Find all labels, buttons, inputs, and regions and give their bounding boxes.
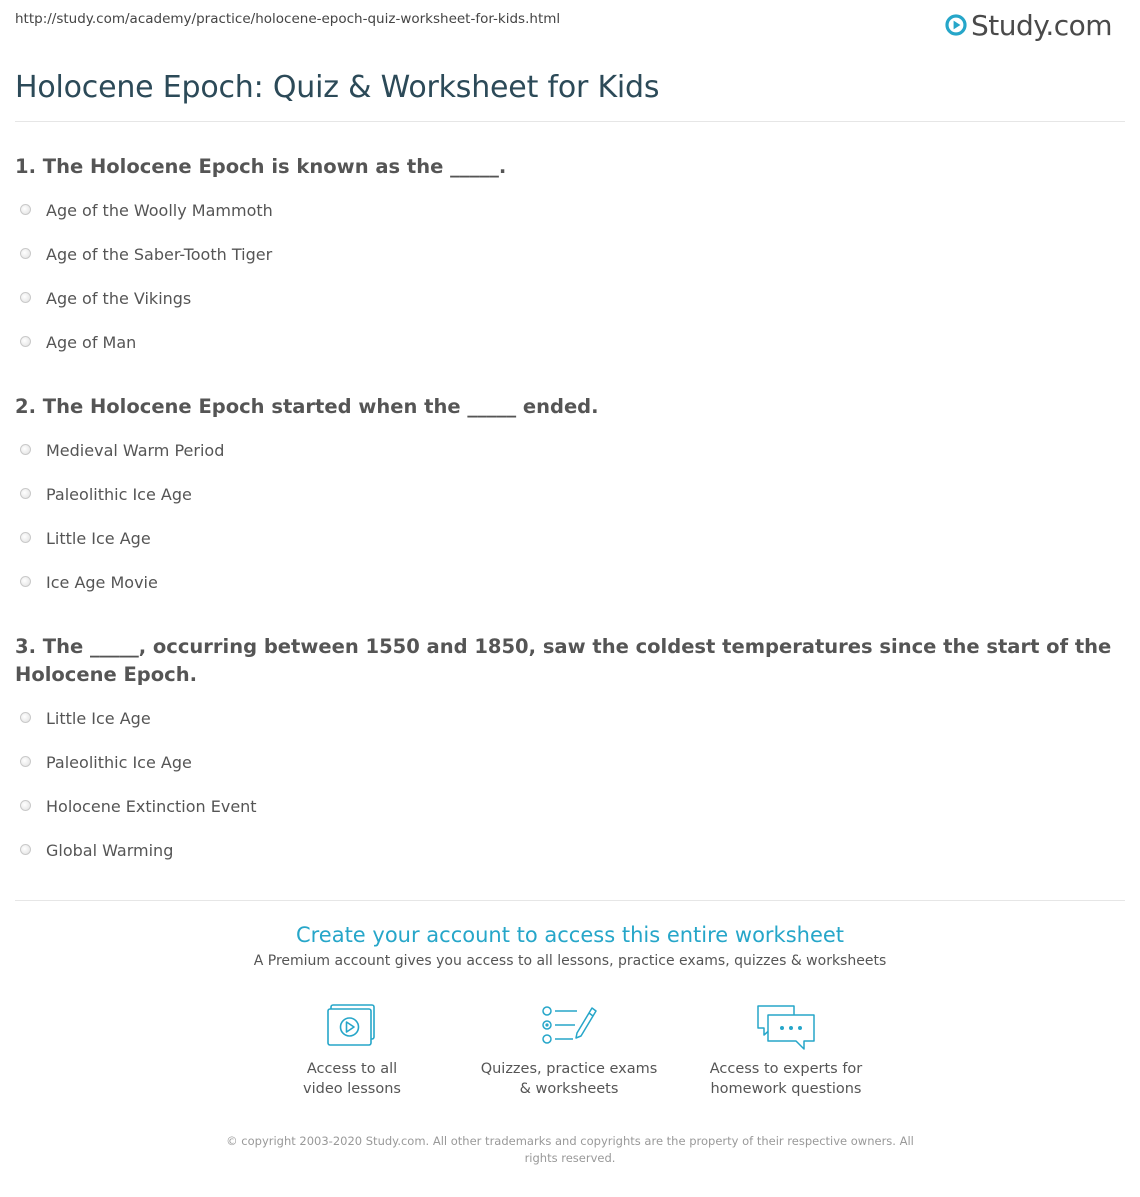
radio-button[interactable] — [20, 800, 31, 811]
radio-button[interactable] — [20, 576, 31, 587]
question-1: 1. The Holocene Epoch is known as the _____. — [15, 155, 507, 178]
radio-button[interactable] — [20, 712, 31, 723]
option-label: Age of the Saber-Tooth Tiger — [46, 244, 273, 264]
q2-option-2[interactable] — [20, 482, 192, 506]
feature-line: Access to all — [306, 1061, 398, 1077]
study-logo[interactable] — [945, 7, 1112, 43]
quiz-checklist-icon — [541, 1003, 597, 1047]
cta-divider — [15, 900, 1125, 901]
feature-line: video lessons — [303, 1081, 401, 1097]
q1-option-1[interactable] — [20, 198, 273, 222]
q3-option-3[interactable] — [20, 794, 257, 818]
option-label: Paleolithic Ice Age — [46, 484, 192, 504]
option-label: Paleolithic Ice Age — [46, 752, 192, 772]
option-label: Age of Man — [46, 332, 137, 352]
radio-button[interactable] — [20, 444, 31, 455]
q2-option-3[interactable] — [20, 526, 151, 550]
chat-bubbles-icon — [754, 1003, 818, 1053]
question-3: 3. The _____, occurring between 1550 and 1850, saw the coldest temperatures since the start of the Holocene Epoch. — [15, 635, 1112, 686]
feature-experts — [676, 1003, 896, 1099]
q1-option-4[interactable] — [20, 330, 136, 354]
option-label: Age of the Vikings — [46, 288, 192, 308]
option-label: Global Warming — [46, 840, 174, 860]
feature-quizzes — [459, 1003, 679, 1099]
radio-button[interactable] — [20, 336, 31, 347]
feature-video-lessons — [242, 1003, 462, 1099]
feature-line: Quizzes, practice exams — [480, 1061, 658, 1077]
q3-option-2[interactable] — [20, 750, 192, 774]
q3-option-1[interactable] — [20, 706, 151, 730]
radio-button[interactable] — [20, 248, 31, 259]
radio-button[interactable] — [20, 844, 31, 855]
play-circle-icon — [945, 14, 967, 36]
cta-title-link[interactable]: Create your account to access this entire worksheet — [295, 923, 845, 947]
feature-line: homework questions — [710, 1081, 862, 1097]
radio-button[interactable] — [20, 488, 31, 499]
copyright-notice: © copyright 2003-2020 Study.com. All other trademarks and copyrights are the property of their respective owners. All rights reserved. — [226, 1134, 914, 1165]
q3-option-4[interactable] — [20, 838, 173, 862]
option-label: Ice Age Movie — [46, 572, 158, 592]
page-title: Holocene Epoch: Quiz & Worksheet for Kids — [15, 70, 660, 105]
radio-button[interactable] — [20, 532, 31, 543]
option-label: Holocene Extinction Event — [46, 796, 257, 816]
option-label: Medieval Warm Period — [46, 440, 225, 460]
q1-option-3[interactable] — [20, 286, 191, 310]
cta-subtitle: A Premium account gives you access to all lessons, practice exams, quizzes & worksheets — [253, 953, 887, 969]
logo-text: Study.com — [971, 8, 1113, 42]
feature-label — [676, 1059, 896, 1099]
question-2: 2. The Holocene Epoch started when the _____ ended. — [15, 395, 599, 418]
option-label: Little Ice Age — [46, 708, 151, 728]
option-label: Little Ice Age — [46, 528, 151, 548]
option-label: Age of the Woolly Mammoth — [46, 200, 273, 220]
q1-option-2[interactable] — [20, 242, 272, 266]
feature-label — [242, 1059, 462, 1099]
q2-option-4[interactable] — [20, 570, 158, 594]
feature-line: & worksheets — [519, 1081, 619, 1097]
q2-option-1[interactable] — [20, 438, 224, 462]
feature-line: Access to experts for — [709, 1061, 863, 1077]
feature-label — [459, 1059, 679, 1099]
page-url: http://study.com/academy/practice/holocene-epoch-quiz-worksheet-for-kids.html — [15, 11, 561, 27]
radio-button[interactable] — [20, 756, 31, 767]
video-lessons-icon — [326, 1003, 378, 1047]
radio-button[interactable] — [20, 292, 31, 303]
title-divider — [15, 121, 1125, 122]
radio-button[interactable] — [20, 204, 31, 215]
